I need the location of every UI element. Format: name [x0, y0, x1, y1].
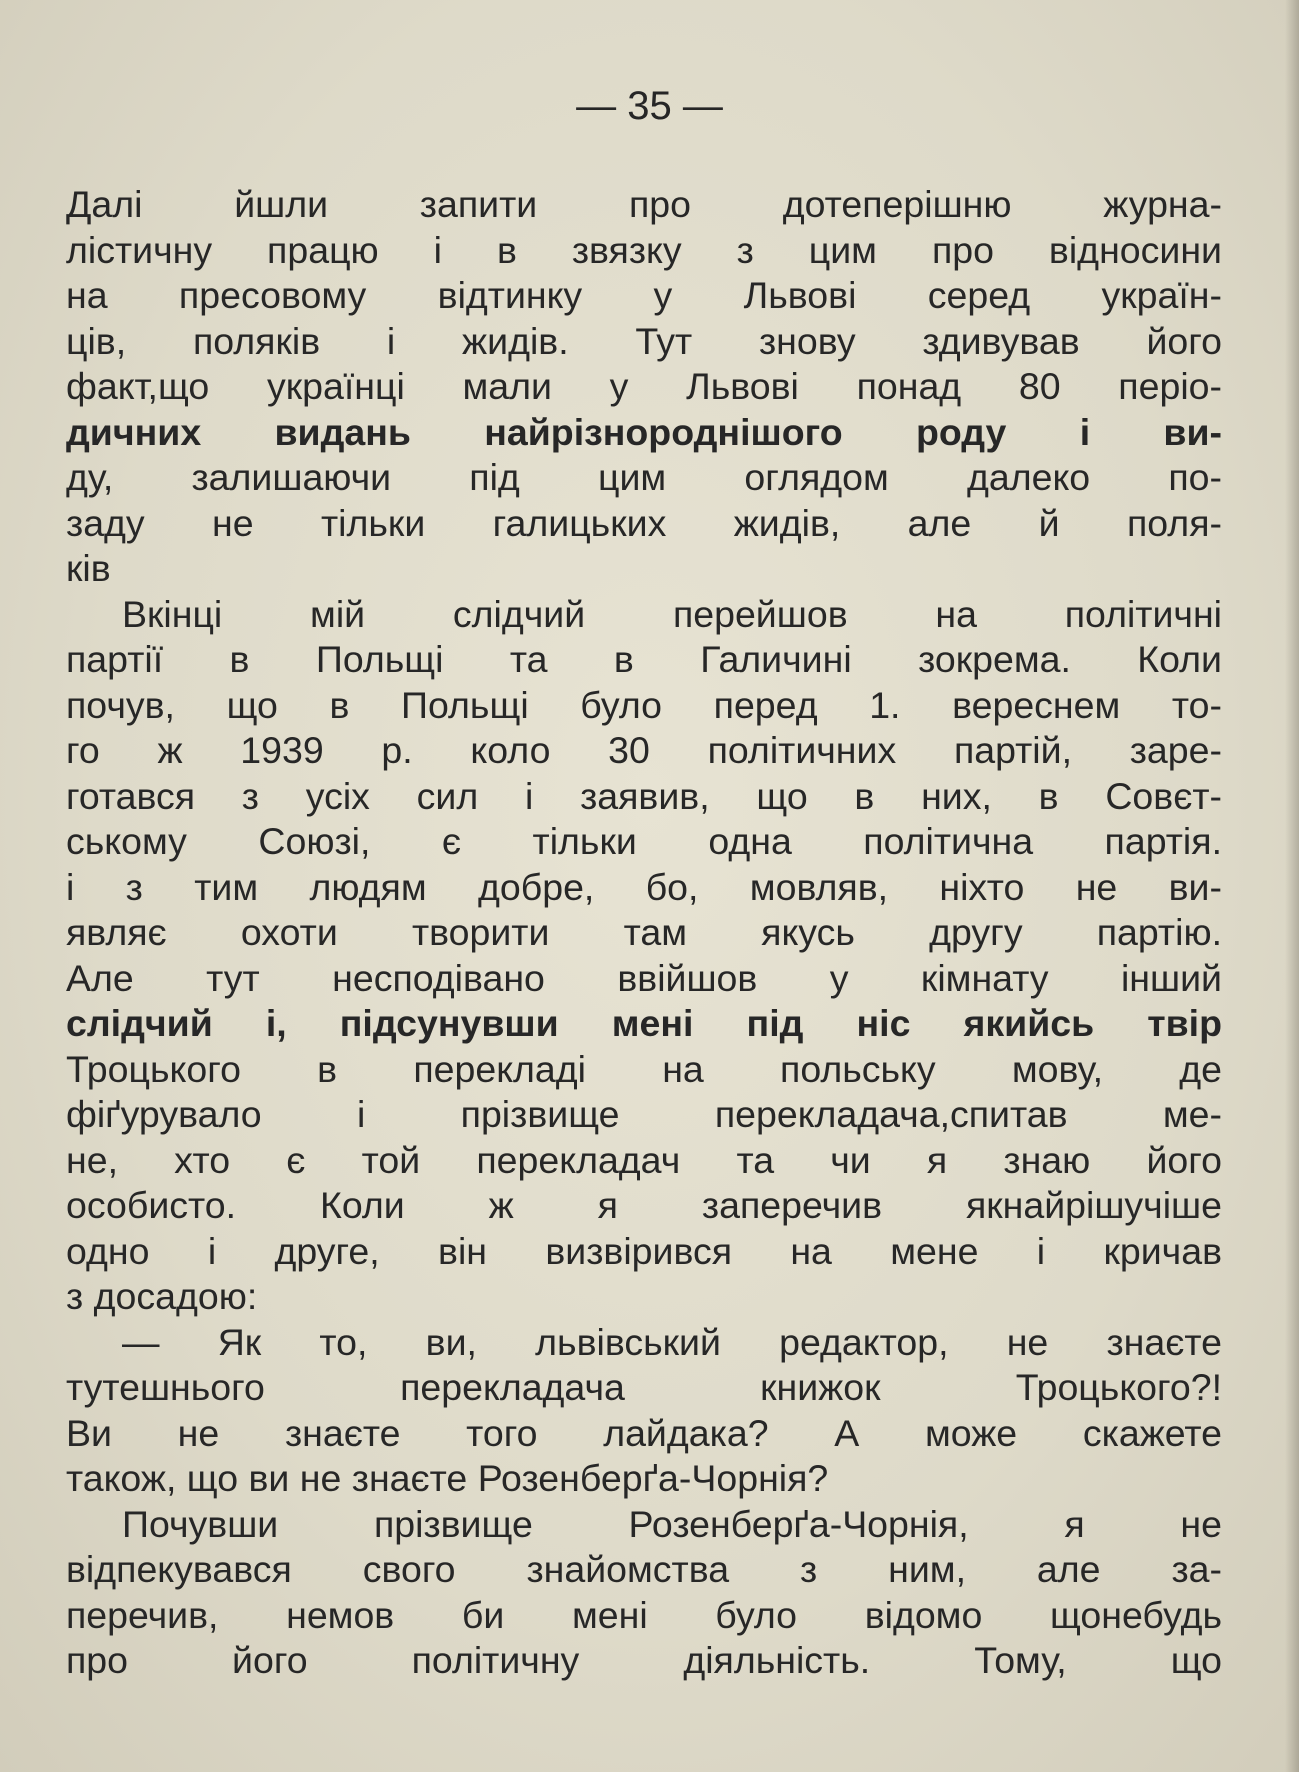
text-line: являє охоти творити там якусь другу партію. — [66, 911, 1222, 953]
text-line: партії в Польщі та в Галичині зокрема. Коли — [66, 638, 1222, 680]
text-line: також, що ви не знаєте Розенберґа-Чорнія? — [66, 1457, 829, 1499]
text-line: заду не тільки галицьких жидів, але й поля- — [66, 501, 1222, 544]
text-line: факт,що українці мали у Львові понад 80 періо- — [66, 365, 1222, 407]
text-line: Ви не знаєте того лайдака? А може скажете — [66, 1411, 1222, 1454]
page-edge-shadow — [1285, 0, 1299, 1772]
text-line: тутешнього перекладача книжок Троцького?! — [66, 1366, 1222, 1408]
text-line: особисто. Коли ж я заперечив якнайрішучіше — [66, 1184, 1222, 1226]
text-line: лістичну працю і в звязку з цим про відносини — [66, 228, 1222, 271]
text-line: на пресовому відтинку у Львові серед україн- — [66, 274, 1222, 316]
text-line: про його політичну діяльність. Тому, що — [66, 1639, 1222, 1681]
text-line: Далі йшли запити про дотеперішню журна- — [66, 183, 1222, 225]
text-line: Почувши прізвище Розенберґа-Чорнія, я не — [122, 1502, 1222, 1545]
text-line: почув, що в Польщі було перед 1. вереснем то- — [66, 683, 1222, 726]
text-line: дичних видань найрізнороднішого роду і ви- — [66, 410, 1222, 453]
text-line: ському Союзі, є тільки одна політична партія. — [66, 820, 1222, 862]
text-line: — Як то, ви, львівський редактор, не знаєте — [122, 1320, 1222, 1363]
text-line: з досадою: — [66, 1275, 258, 1317]
text-line: ців, поляків і жидів. Тут знову здивував його — [66, 319, 1222, 362]
text-line: слідчий і, підсунувши мені під ніс якийсь твір — [66, 1002, 1222, 1044]
text-line: відпекувався свого знайомства з ним, але за- — [66, 1548, 1222, 1590]
text-line: одно і друге, він визвірився на мене і кричав — [66, 1229, 1222, 1272]
text-line: перечив, немов би мені було відомо щонебудь — [66, 1593, 1222, 1636]
text-line: фіґурувало і прізвище перекладача,спитав ме- — [66, 1093, 1222, 1135]
text-line: ків — [66, 547, 111, 589]
text-line: і з тим людям добре, бо, мовляв, ніхто не ви- — [66, 865, 1222, 908]
text-line: Але тут несподівано ввійшов у кімнату інший — [66, 956, 1222, 999]
body-text — [66, 182, 1222, 1684]
text-line: готався з усіх сил і заявив, що в них, в Совєт- — [66, 774, 1222, 817]
page-number: — 35 — — [576, 84, 723, 128]
text-line: ду, залишаючи під цим оглядом далеко по- — [66, 456, 1222, 498]
text-line: Троцького в перекладі на польську мову, де — [66, 1047, 1222, 1090]
text-line: го ж 1939 р. коло 30 політичних партій, заре- — [66, 729, 1222, 771]
text-line: Вкінці мій слідчий перейшов на політичні — [122, 592, 1222, 635]
text-line: не, хто є той перекладач та чи я знаю його — [66, 1138, 1222, 1181]
